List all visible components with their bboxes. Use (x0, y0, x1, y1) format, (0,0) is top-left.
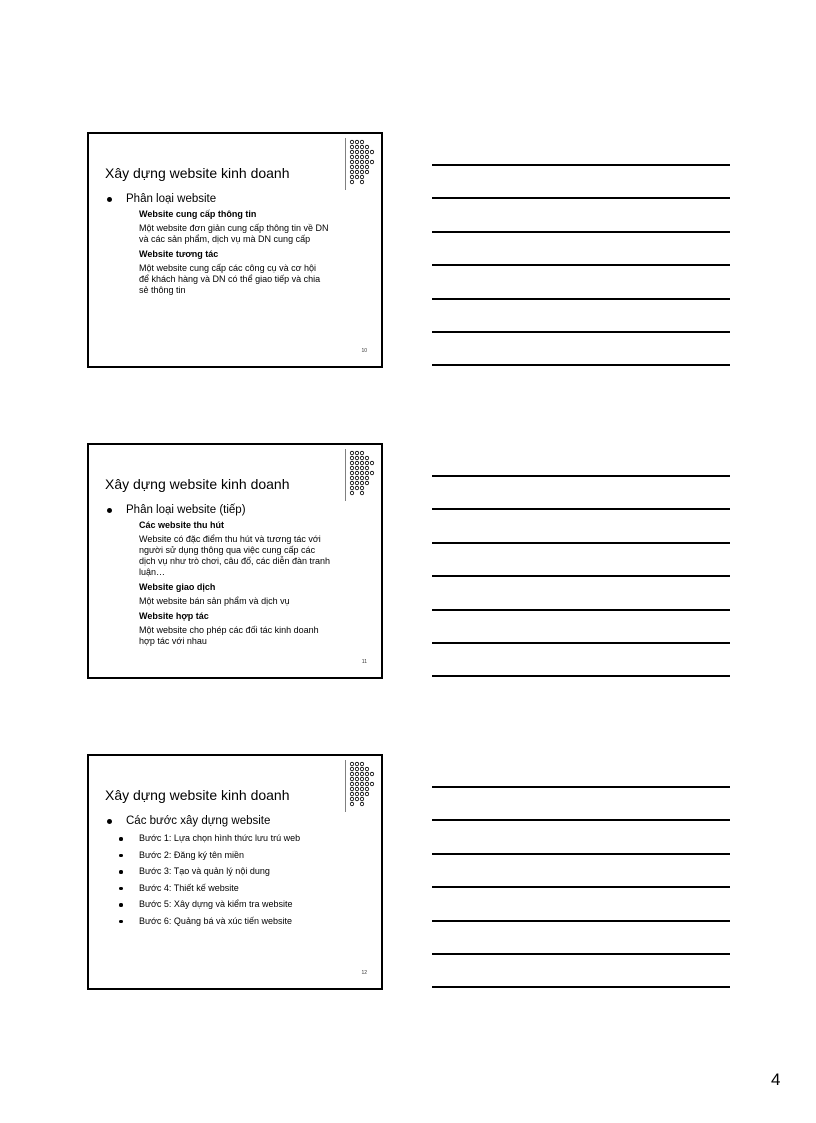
note-line (432, 986, 730, 988)
section-heading: Các website thu hút (139, 520, 225, 530)
slide-title: Xây dựng website kinh doanh (105, 787, 290, 803)
circle-pattern-decoration (345, 449, 377, 501)
slide-title: Xây dựng website kinh doanh (105, 165, 290, 181)
note-line (432, 264, 730, 266)
note-line (432, 786, 730, 788)
slide-10 (87, 132, 383, 368)
slide-number: 11 (361, 659, 367, 665)
note-line (432, 675, 730, 677)
note-line (432, 920, 730, 922)
bullet-item: Phân loại website (105, 192, 363, 206)
step-item: Bước 4: Thiết kế website (139, 883, 363, 894)
note-line (432, 819, 730, 821)
note-line (432, 642, 730, 644)
notes-lines (432, 164, 730, 398)
note-line (432, 542, 730, 544)
note-line (432, 164, 730, 166)
slide-number: 12 (361, 970, 367, 976)
bullet-item: Phân loại website (tiếp) (105, 503, 363, 517)
note-line (432, 231, 730, 233)
section-heading: Website tương tác (139, 249, 219, 259)
step-item: Bước 5: Xây dựng và kiểm tra website (139, 899, 363, 910)
section-heading: Website hợp tác (139, 611, 209, 621)
notes-lines (432, 786, 730, 1020)
note-line (432, 853, 730, 855)
note-line (432, 886, 730, 888)
step-item: Bước 1: Lựa chọn hình thức lưu trú web (139, 833, 363, 844)
note-line (432, 575, 730, 577)
note-line (432, 475, 730, 477)
note-line (432, 364, 730, 366)
note-line (432, 331, 730, 333)
note-line (432, 298, 730, 300)
slide-title: Xây dựng website kinh doanh (105, 476, 290, 492)
circle-pattern-decoration (345, 138, 377, 190)
bullet-item: Các bước xây dựng website (105, 814, 363, 828)
section-text: Một website cung cấp các công cụ và cơ hội để khách hàng và DN có thể giao tiếp và chia sẻ thông tin (139, 263, 321, 295)
section-text: Một website bán sản phẩm và dịch vụ (139, 596, 290, 606)
page-number: 4 (771, 1070, 781, 1089)
section-heading: Website giao dịch (139, 582, 216, 592)
slide-content (105, 814, 363, 932)
slide-number: 10 (361, 348, 367, 354)
section-text: Một website cho phép các đối tác kinh doanh hợp tác với nhau (139, 625, 319, 646)
note-line (432, 197, 730, 199)
slide-11 (87, 443, 383, 679)
slide-content (105, 192, 363, 300)
notes-lines (432, 475, 730, 709)
note-line (432, 508, 730, 510)
note-line (432, 609, 730, 611)
section-heading: Website cung cấp thông tin (139, 209, 257, 219)
slide-12 (87, 754, 383, 990)
section-text: Một website đơn giản cung cấp thông tin về DN và các sản phẩm, dịch vụ mà DN cung cấp (139, 223, 329, 244)
step-item: Bước 6: Quảng bá và xúc tiến website (139, 916, 363, 927)
note-line (432, 953, 730, 955)
step-item: Bước 3: Tạo và quản lý nội dung (139, 866, 363, 877)
circle-pattern-decoration (345, 760, 377, 812)
step-item: Bước 2: Đăng ký tên miền (139, 850, 363, 861)
slide-content (105, 503, 363, 651)
section-text: Website có đặc điểm thu hút và tương tác với người sử dụng thông qua việc cung cấp các dịch vụ như trò chơi, câu đố, các diễn đàn tranh luận… (139, 534, 331, 577)
